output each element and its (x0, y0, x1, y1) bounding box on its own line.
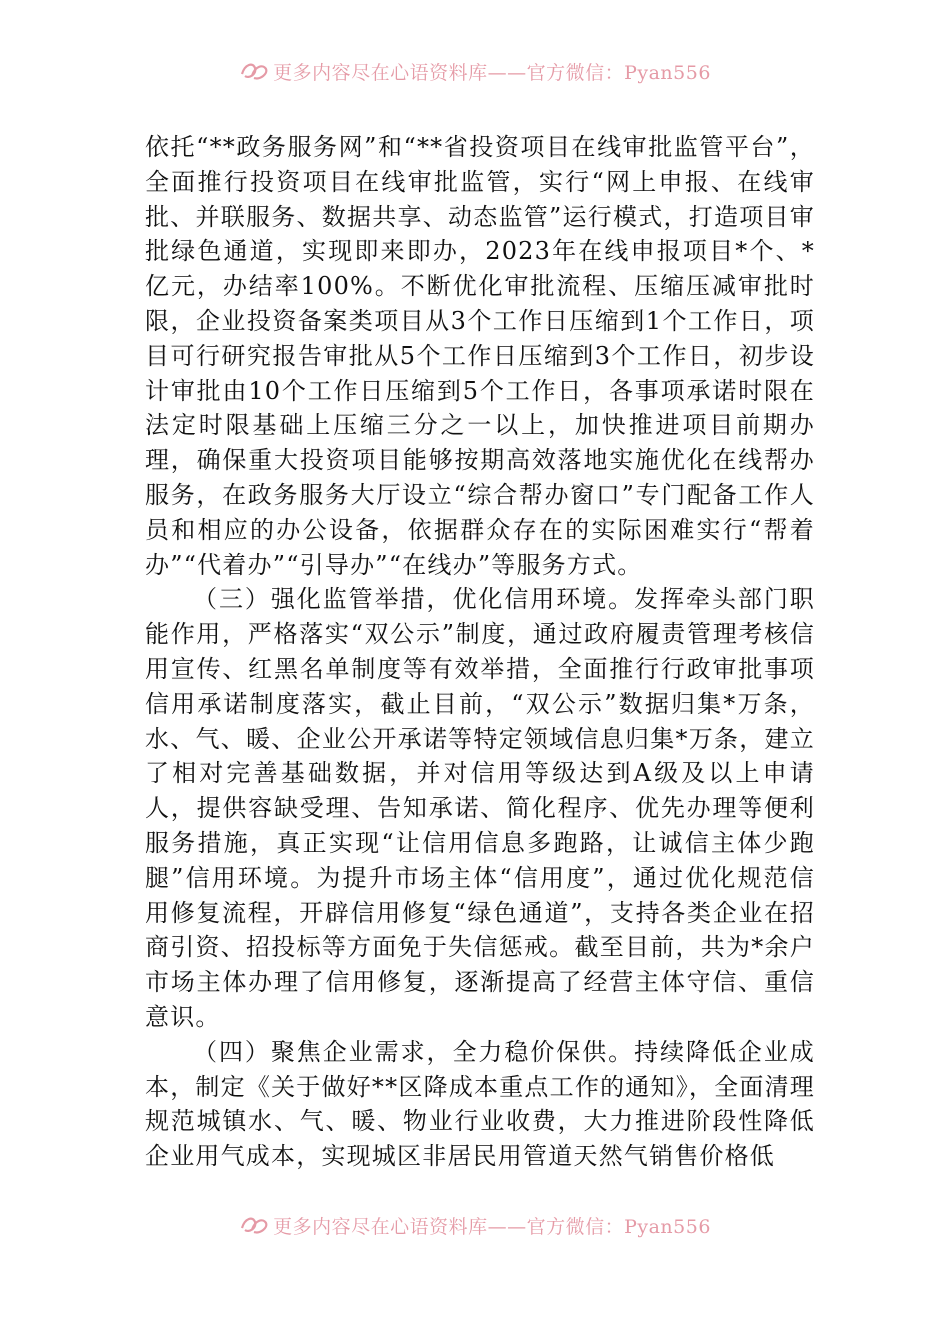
watermark-text: 更多内容尽在心语资料库——官方微信：Pyan556 (273, 61, 711, 84)
paragraph-2: （三）强化监管举措，优化信用环境。发挥牵头部门职能作用，严格落实“双公示”制度，通过政府履责管理考核信用宣传、红黑名单制度等有效举措，全面推行行政审批事项信用承诺制度落实，截止目前，“双公示”数据归集*万条，水、气、暖、企业公开承诺等特定领域信息归集*万条，建立了相对完善基础数据，并对信用等级达到A级及以上申请人，提供容缺受理、告知承诺、简化程序、优先办理等便利服务措施，真正实现“让信用信息多跑路，让诚信主体少跑腿”信用环境。为提升市场主体“信用度”，通过优化规范信用修复流程，开辟信用修复“绿色通道”，支持各类企业在招商引资、招投标等方面免于失信惩戒。截至目前，共为*余户市场主体办理了信用修复，逐渐提高了经营主体守信、重信意识。 (145, 585, 815, 1031)
watermark-logo-icon (239, 60, 269, 82)
paragraph-3: （四）聚焦企业需求，全力稳价保供。持续降低企业成本，制定《关于做好**区降成本重点工作的通知》，全面清理规范城镇水、气、暖、物业行业收费，大力推进阶段性降低企业用气成本，实现城区非居民用管道天然气销售价格低 (145, 1037, 815, 1171)
paragraph-1: 依托“**政务服务网”和“**省投资项目在线审批监管平台”，全面推行投资项目在线审批监管，实行“网上申报、在线审批、并联服务、数据共享、动态监管”运行模式，打造项目审批绿色通道，实现即来即办，2023年在线申报项目*个、*亿元，办结率100%。不断优化审批流程、压缩压减审批时限，企业投资备案类项目从3个工作日压缩到1个工作日，项目可行研究报告审批从5个工作日压缩到3个工作日，初步设计审批由10个工作日压缩到5个工作日，各事项承诺时限在法定时限基础上压缩三分之一以上，加快推进项目前期办理，确保重大投资项目能够按期高效落地实施优化在线帮办服务，在政务服务大厅设立“综合帮办窗口”专门配备工作人员和相应的办公设备，依据群众存在的实际困难实行“帮着办”“代着办”“引导办”“在线办”等服务方式。 (145, 133, 815, 579)
header-watermark (0, 56, 950, 86)
watermark-text: 更多内容尽在心语资料库——官方微信：Pyan556 (273, 1215, 711, 1238)
document-body (145, 130, 815, 1174)
watermark-logo-icon (239, 1214, 269, 1236)
footer-watermark (0, 1210, 950, 1240)
